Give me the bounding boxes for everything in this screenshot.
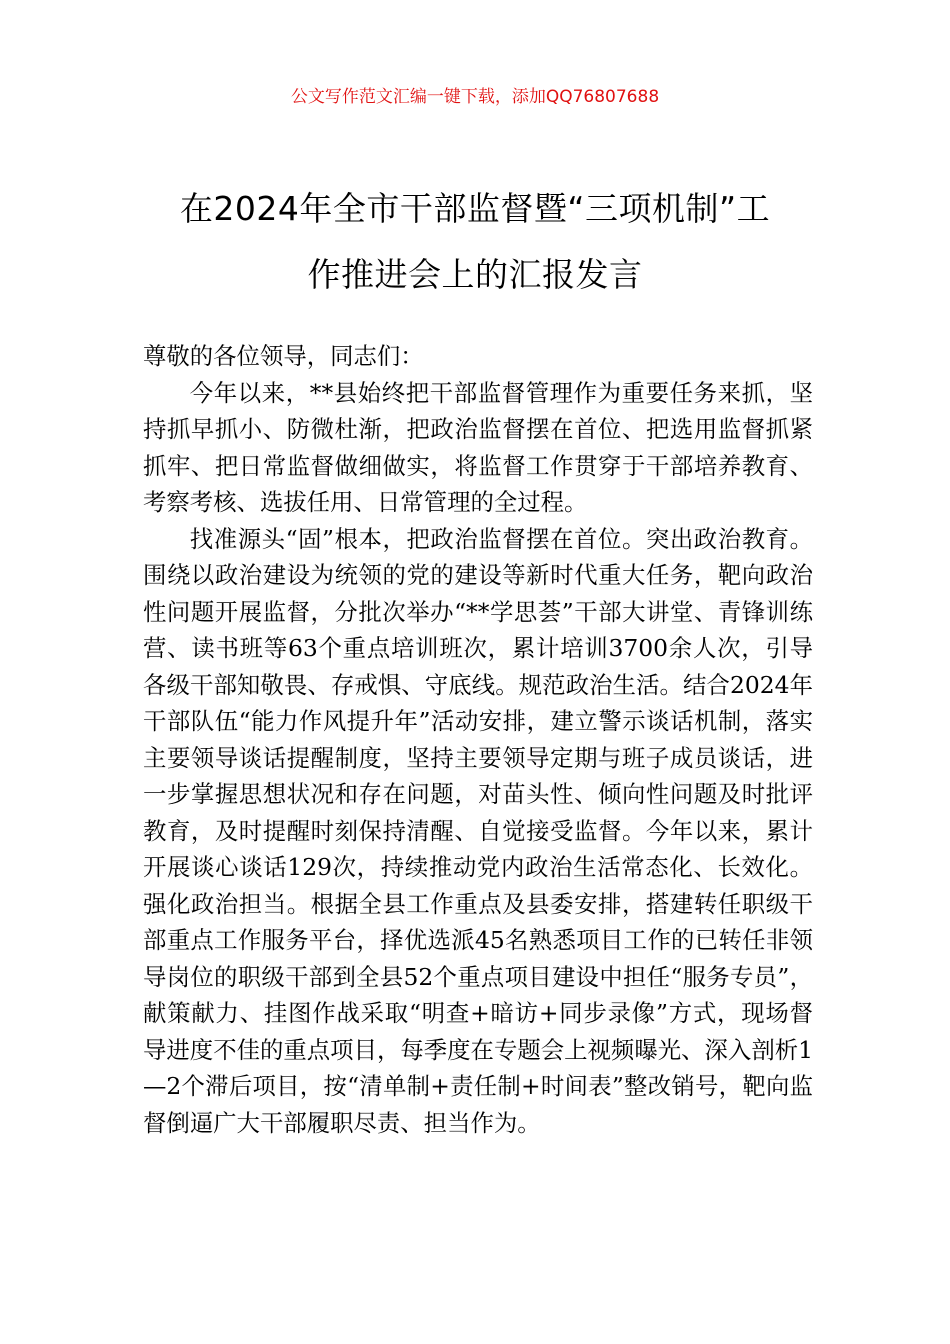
salutation: 尊敬的各位领导，同志们：: [143, 342, 424, 370]
download-notice: 公文写作范文汇编一键下载，添加QQ76807688: [290, 87, 660, 107]
paragraph-political-supervision: 找准源头“固”根本，把政治监督摆在首位。突出政治教育。围绕以政治建设为统领的党的建设等新时代重大任务，靶向政治性问题开展监督，分批次举办“**学思荟”干部大讲堂、青锋训练营、读书班等63个重点培训班次，累计培训3700余人次，引导各级干部知敬畏、存戒惧、守底线。规范政治生活。结合2024年干部队伍“能力作风提升年”活动安排，建立警示谈话机制，落实主要领导谈话提醒制度，坚持主要领导定期与班子成员谈话，进一步掌握思想状况和存在问题，对苗头性、倾向性问题及时批评教育，及时提醒时刻保持清醒、自觉接受监督。今年以来，累计开展谈心谈话129次，持续推动党内政治生活常态化、长效化。强化政治担当。根据全县工作重点及县委安排，搭建转任职级干部重点工作服务平台，择优选派45名熟悉项目工作的已转任非领导岗位的职级干部到全县52个重点项目建设中担任“服务专员”，献策献力、挂图作战采取“明查+暗访+同步录像”方式，现场督导进度不佳的重点项目，每季度在专题会上视频曝光、深入剖析1—2个滞后项目，按“清单制+责任制+时间表”整改销号，靶向监督倒逼广大干部履职尽责、担当作为。: [143, 524, 813, 1137]
title-line-1: 在2024年全市干部监督暨“三项机制”工: [179, 189, 771, 228]
document-title: [140, 176, 810, 308]
document-body: [143, 338, 813, 1141]
title-line-2: 作推进会上的汇报发言: [307, 255, 643, 294]
paragraph-intro: 今年以来，**县始终把干部监督管理作为重要任务来抓，坚持抓早抓小、防微杜渐，把政治监督摆在首位、把选用监督抓紧抓牢、把日常监督做细做实，将监督工作贯穿于干部培养教育、考察考核、选拔任用、日常管理的全过程。: [143, 378, 813, 516]
